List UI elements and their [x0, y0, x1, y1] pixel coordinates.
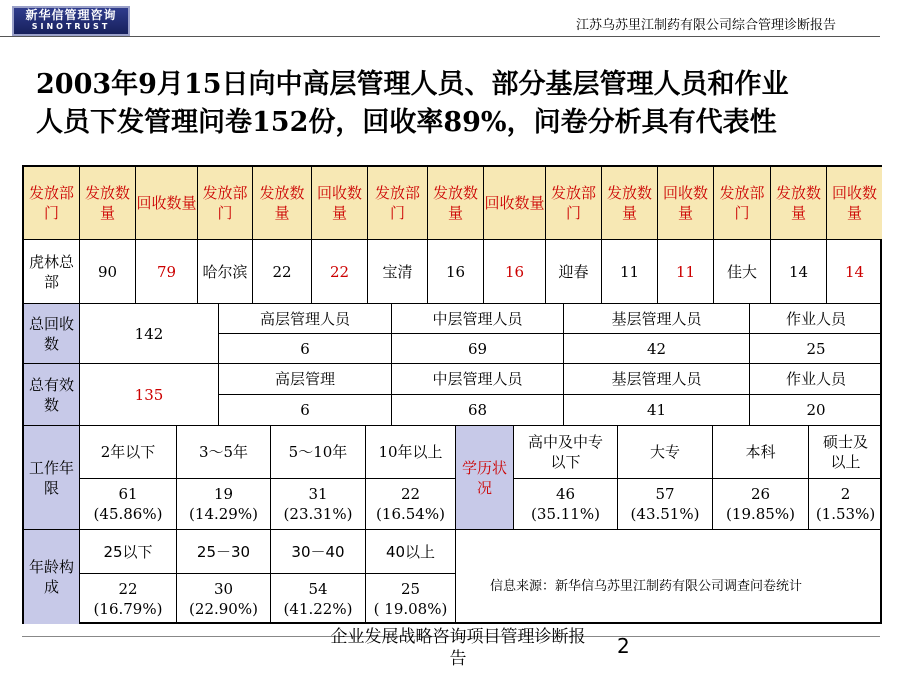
logo-subtext: SINOTRUST: [31, 22, 111, 31]
dept-returned: 79: [136, 240, 198, 304]
count: 25: [400, 580, 421, 598]
category-label: 中层管理人员: [392, 364, 564, 395]
category-value: 6: [219, 395, 392, 426]
dept-returned: 22: [312, 240, 368, 304]
total-valid-label: 总有效数: [24, 364, 80, 426]
report-title: 江苏乌苏里江制药有限公司综合管理诊断报告: [575, 18, 836, 33]
percent: (19.85%): [726, 505, 795, 523]
education-value: [618, 479, 713, 530]
percent: (16.54%): [376, 505, 445, 523]
count: 22: [118, 580, 138, 598]
category-label: 2年以下: [80, 426, 177, 479]
percent: (14.29%): [189, 505, 258, 523]
percent: (1.53%): [815, 505, 876, 523]
header-cell: 回收数量: [312, 167, 368, 240]
dept-issued: 90: [80, 240, 136, 304]
age-label: 年龄构成: [24, 530, 80, 624]
count: 2: [840, 485, 851, 503]
header-cell: 发放部门: [368, 167, 428, 240]
survey-table: [22, 165, 882, 624]
header-cell: 回收数量: [484, 167, 546, 240]
header-cell: 发放数量: [771, 167, 827, 240]
education-label: 学历状况: [456, 426, 514, 530]
category-value: 20: [750, 395, 882, 426]
category-label: 作业人员: [750, 304, 882, 334]
education-value: [713, 479, 809, 530]
count: 54: [308, 580, 328, 598]
category-value: 42: [564, 334, 750, 364]
category-label: 基层管理人员: [564, 304, 750, 334]
category-label: 25以下: [80, 530, 177, 574]
category-label: 高中及中专以下: [514, 426, 618, 479]
percent: ( 19.08%): [373, 600, 448, 618]
category-label: 中层管理人员: [392, 304, 564, 334]
category-label: 大专: [618, 426, 713, 479]
company-logo: [12, 6, 130, 36]
category-label: 高层管理人员: [219, 304, 392, 334]
header-cell: 回收数量: [658, 167, 714, 240]
work-years-value: [177, 479, 271, 530]
category-label: 10年以上: [366, 426, 456, 479]
category-value: 68: [392, 395, 564, 426]
category-label: 高层管理: [219, 364, 392, 395]
dept-name: 虎林总部: [24, 240, 80, 304]
education-value: [809, 479, 882, 530]
category-value: 41: [564, 395, 750, 426]
page-number: 2: [617, 634, 630, 658]
percent: (22.90%): [189, 600, 258, 618]
work-years-label: 工作年限: [24, 426, 80, 530]
footer-text: 企业发展战略咨询项目管理诊断报告: [330, 627, 586, 669]
dept-issued: 14: [771, 240, 827, 304]
category-label: 25－30: [177, 530, 271, 574]
header-cell: 发放部门: [24, 167, 80, 240]
work-years-value: [271, 479, 366, 530]
age-value: [177, 574, 271, 624]
count: 22: [400, 485, 421, 503]
category-value: 6: [219, 334, 392, 364]
work-years-value: [80, 479, 177, 530]
category-label: 基层管理人员: [564, 364, 750, 395]
dept-name: 宝清: [368, 240, 428, 304]
category-label: 5～10年: [271, 426, 366, 479]
count: 26: [750, 485, 771, 503]
header-cell: 回收数量: [136, 167, 198, 240]
dept-returned: 16: [484, 240, 546, 304]
header-cell: 发放数量: [428, 167, 484, 240]
category-label: 硕士及以上: [809, 426, 882, 479]
dept-returned: 11: [658, 240, 714, 304]
category-label: 40以上: [366, 530, 456, 574]
total-valid-value: 135: [80, 364, 219, 426]
count: 57: [655, 485, 675, 503]
total-returned-value: 142: [80, 304, 219, 364]
age-value: [80, 574, 177, 624]
header-cell: 发放部门: [714, 167, 771, 240]
header-cell: 发放数量: [253, 167, 312, 240]
header-cell: 发放数量: [602, 167, 658, 240]
slide-headline: [36, 66, 789, 142]
category-value: 25: [750, 334, 882, 364]
count: 30: [213, 580, 234, 598]
percent: (23.31%): [283, 505, 353, 523]
category-value: 69: [392, 334, 564, 364]
percent: (35.11%): [531, 505, 600, 523]
header-divider: [0, 36, 880, 37]
count: 19: [213, 485, 234, 503]
headline-line-1: 2003年9月15日向中高层管理人员、部分基层管理人员和作业: [36, 69, 789, 100]
age-value: [271, 574, 366, 624]
logo-text: 新华信管理咨询: [25, 8, 117, 22]
age-value: [366, 574, 456, 624]
education-value: [514, 479, 618, 530]
total-returned-label: 总回收数: [24, 304, 80, 364]
dept-name: 佳大: [714, 240, 771, 304]
category-label: 作业人员: [750, 364, 882, 395]
category-label: 本科: [713, 426, 809, 479]
header-cell: 发放数量: [80, 167, 136, 240]
count: 61: [118, 485, 138, 503]
percent: (43.51%): [630, 505, 700, 523]
header-cell: 发放部门: [198, 167, 253, 240]
category-label: 3～5年: [177, 426, 271, 479]
header-cell: 回收数量: [827, 167, 882, 240]
percent: (16.79%): [93, 600, 163, 618]
dept-name: 迎春: [546, 240, 602, 304]
percent: (41.22%): [283, 600, 353, 618]
dept-issued: 22: [253, 240, 312, 304]
count: 31: [308, 485, 328, 503]
work-years-value: [366, 479, 456, 530]
dept-issued: 16: [428, 240, 484, 304]
dept-returned: 14: [827, 240, 882, 304]
dept-issued: 11: [602, 240, 658, 304]
headline-line-2: 人员下发管理问卷152份，回收率89%，问卷分析具有代表性: [36, 107, 777, 138]
dept-name: 哈尔滨: [198, 240, 253, 304]
source-note: 信息来源：新华信乌苏里江制药有限公司调查问卷统计: [490, 579, 803, 594]
percent: (45.86%): [93, 505, 163, 523]
count: 46: [555, 485, 576, 503]
header-cell: 发放部门: [546, 167, 602, 240]
category-label: 30－40: [271, 530, 366, 574]
